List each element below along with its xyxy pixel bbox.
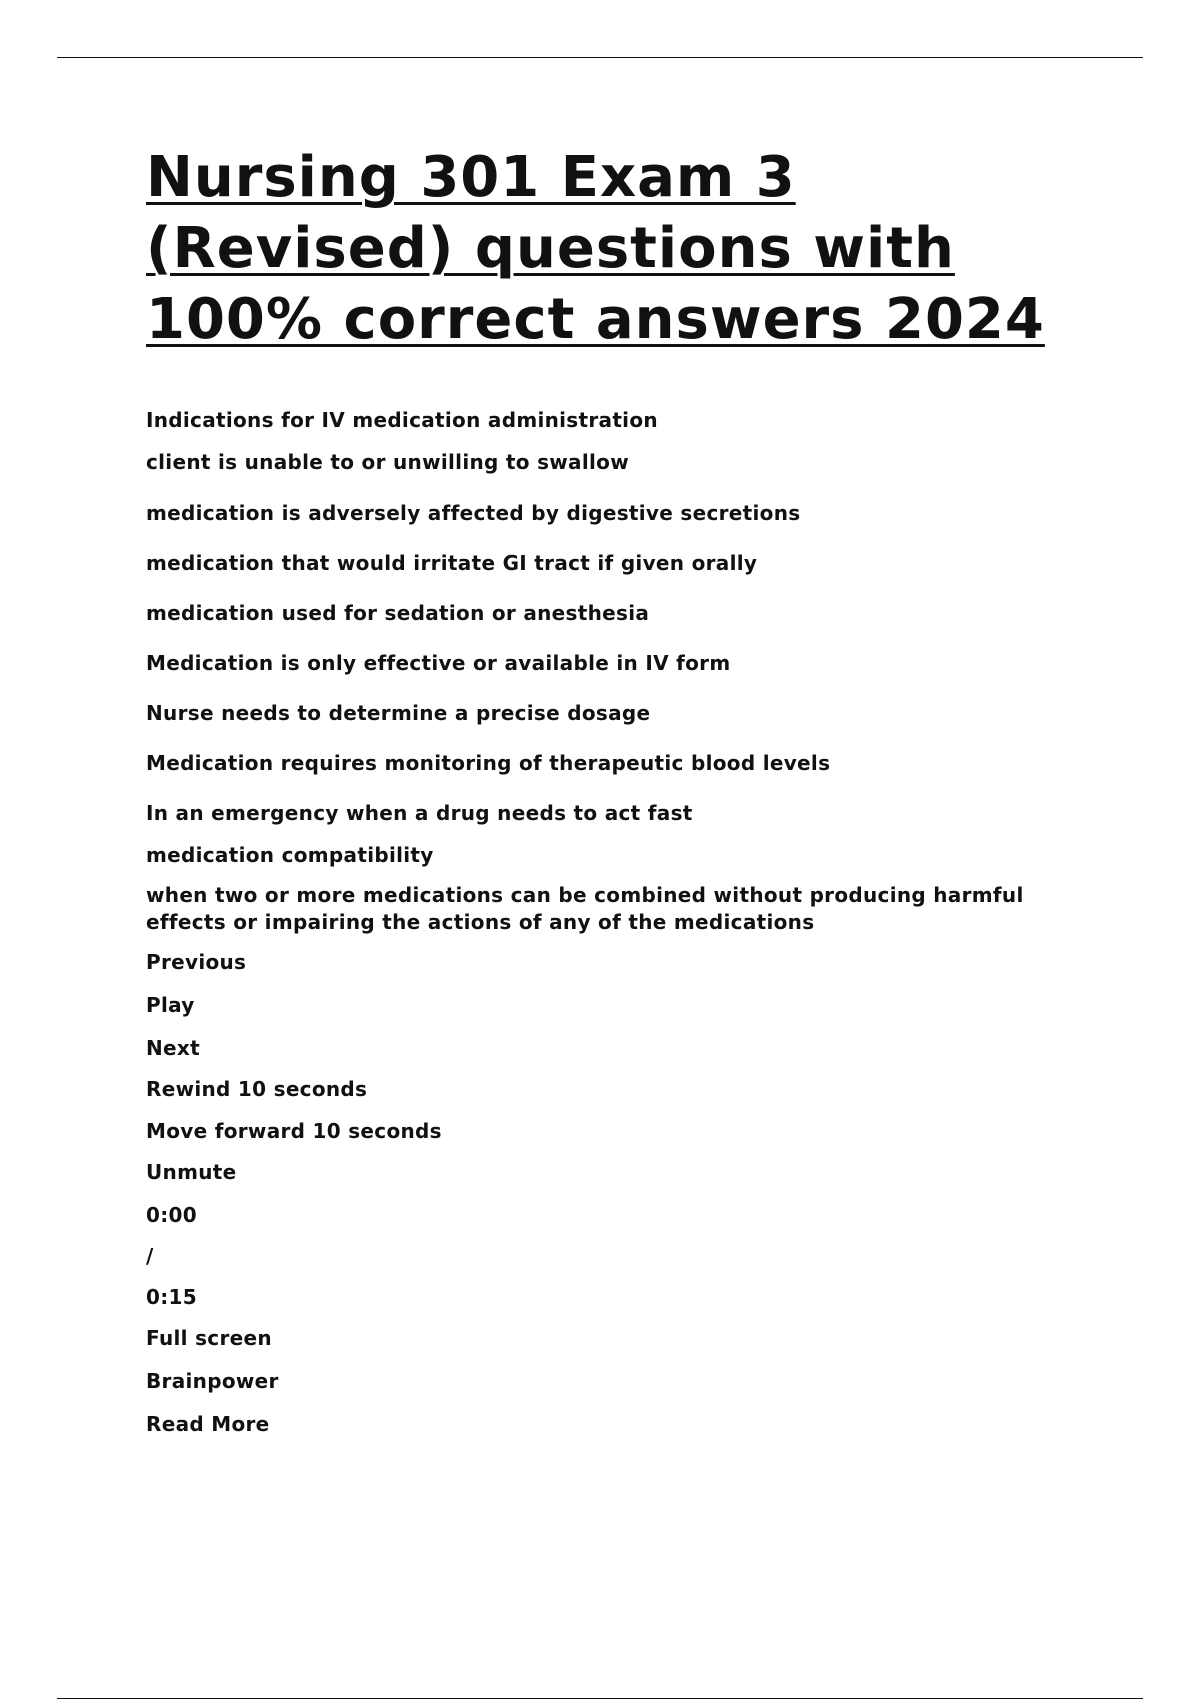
answer-line: when two or more medications can be combined without producing harmful effects or impairing the actions of any of the medications (146, 883, 1024, 934)
answer-line: Medication requires monitoring of therapeutic blood levels (146, 751, 831, 775)
player-unmute-label: Unmute (146, 1160, 237, 1184)
read-more-label: Read More (146, 1412, 270, 1436)
player-next-label: Next (146, 1036, 200, 1060)
player-time-separator: / (146, 1244, 154, 1268)
answer-line: client is unable to or unwilling to swallow (146, 450, 629, 474)
top-rule (57, 57, 1143, 58)
answer-line: medication that would irritate GI tract if given orally (146, 551, 758, 575)
answer-line: medication is adversely affected by digestive secretions (146, 501, 801, 525)
player-play-label: Play (146, 993, 195, 1017)
answer-line: Nurse needs to determine a precise dosage (146, 701, 651, 725)
document-body (146, 142, 1046, 1438)
answer-line: medication used for sedation or anesthesia (146, 601, 650, 625)
answer-line: Medication is only effective or available in IV form (146, 651, 731, 675)
title-line-3: 100% correct answers 2024 (146, 287, 1045, 352)
question-heading: medication compatibility (146, 843, 434, 867)
document-title (146, 142, 1046, 355)
answer-line: In an emergency when a drug needs to act fast (146, 801, 693, 825)
player-rewind-label: Rewind 10 seconds (146, 1077, 368, 1101)
player-fullscreen-label: Full screen (146, 1326, 272, 1350)
player-previous-label: Previous (146, 950, 247, 974)
player-duration: 0:15 (146, 1285, 197, 1309)
brainpower-label: Brainpower (146, 1369, 279, 1393)
question-heading: Indications for IV medication administration (146, 408, 658, 432)
content-lines (146, 407, 1046, 1438)
title-line-1: Nursing 301 Exam 3 (146, 145, 796, 210)
bottom-rule (57, 1698, 1143, 1699)
title-line-2: (Revised) questions with (146, 216, 955, 281)
player-current-time: 0:00 (146, 1203, 197, 1227)
player-forward-label: Move forward 10 seconds (146, 1119, 442, 1143)
